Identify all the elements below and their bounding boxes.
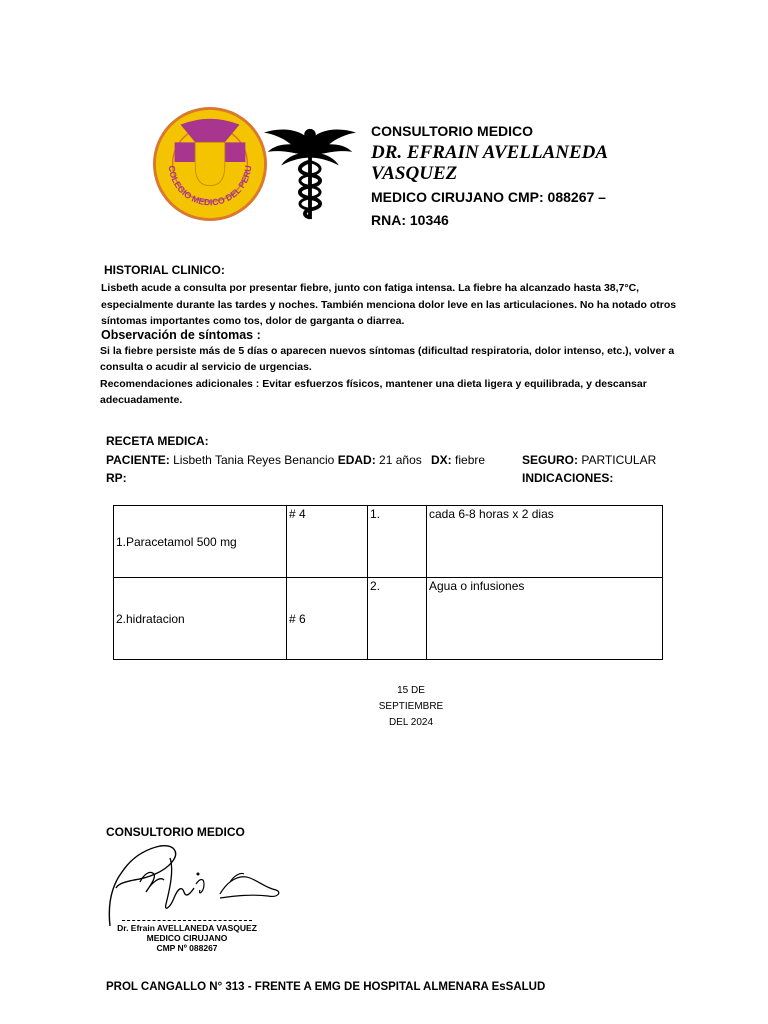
insurance-value: PARTICULAR	[581, 453, 657, 467]
table-row	[114, 506, 663, 578]
prescription-table	[113, 505, 663, 660]
colegio-medico-seal-logo	[151, 105, 269, 223]
indication-number: 1.	[368, 506, 427, 578]
dx-value: fiebre	[455, 453, 486, 467]
indication-number: 2.	[368, 578, 427, 660]
age-value: 21 años	[379, 453, 422, 467]
recommendations-text: Recomendaciones adicionales : Evitar esfuerzos físicos, mantener una dieta ligera y equilibrada, y descansar adecuadamente.	[100, 378, 647, 406]
indication-text: cada 6-8 horas x 2 dias	[427, 506, 663, 578]
patient-value: Lisbeth Tania Reyes Benancio	[173, 453, 335, 467]
indications-label: INDICACIONES:	[522, 471, 614, 485]
medication-name: 1.Paracetamol 500 mg	[114, 506, 287, 578]
handwritten-signature	[100, 838, 290, 930]
footer-office-title: CONSULTORIO MEDICO	[106, 825, 245, 839]
patient-label: PACIENTE:	[106, 453, 170, 467]
prescription-date	[351, 683, 471, 731]
header-office-title: CONSULTORIO MEDICO	[371, 123, 534, 139]
patient-line	[106, 453, 422, 467]
insurance-label: SEGURO:	[522, 453, 579, 467]
medication-name: 2.hidratacion	[114, 578, 287, 660]
diagnosis-line	[431, 453, 485, 467]
cmp-line: MEDICO CIRUJANO CMP: 088267 –	[371, 189, 606, 205]
rna-line: RNA: 10346	[371, 212, 449, 228]
age-label: EDAD:	[337, 453, 376, 467]
date-line-1: 15 DE	[397, 685, 425, 696]
clinical-history-title: HISTORIAL CLINICO:	[104, 263, 225, 277]
stamp-divider	[122, 920, 252, 921]
dx-label: DX:	[431, 453, 452, 467]
clinic-address: PROL CANGALLO N° 313 - FRENTE A EMG DE HOSPITAL ALMENARA EsSALUD	[106, 981, 546, 993]
stamp-title: MEDICO CIRUJANO	[146, 933, 228, 943]
prescription-title: RECETA MEDICA:	[106, 434, 209, 448]
clinical-history-text: Lisbeth acude a consulta por presentar fiebre, junto con fatiga intensa. La fiebre ha alcanzado hasta 38,7°C, especialmente durante las tardes y noches. También menciona dolor leve en las articulaciones. No ha notado otros síntomas importantes como tos, dolor de garganta o diarrea.	[101, 282, 677, 327]
observation-title: Observación de síntomas :	[101, 328, 261, 342]
rp-label: RP:	[106, 471, 127, 485]
stamp-cmp: CMP Nº 088267	[156, 943, 218, 953]
insurance-line	[522, 453, 656, 467]
date-line-2: SEPTIEMBRE	[378, 701, 444, 712]
doctor-name: DR. EFRAIN AVELLANEDA VASQUEZ	[371, 142, 607, 184]
medication-quantity: # 6	[287, 578, 368, 660]
date-line-3: DEL 2024	[388, 717, 434, 728]
stamp-name: Dr. Efrain AVELLANEDA VASQUEZ	[117, 923, 257, 933]
doctor-stamp	[112, 920, 262, 953]
indication-text: Agua o infusiones	[427, 578, 663, 660]
caduceus-icon	[262, 122, 358, 224]
medication-quantity: # 4	[287, 506, 368, 578]
doctor-credentials	[371, 186, 651, 232]
observation-text: Si la fiebre persiste más de 5 días o aparecen nuevos síntomas (dificultad respiratoria, dolor intenso, etc.), volver a consulta o acudir al servicio de urgencias.	[100, 345, 675, 373]
seal-text: COLEGIO MEDICO DEL PERU	[166, 164, 254, 208]
table-row	[114, 578, 663, 660]
